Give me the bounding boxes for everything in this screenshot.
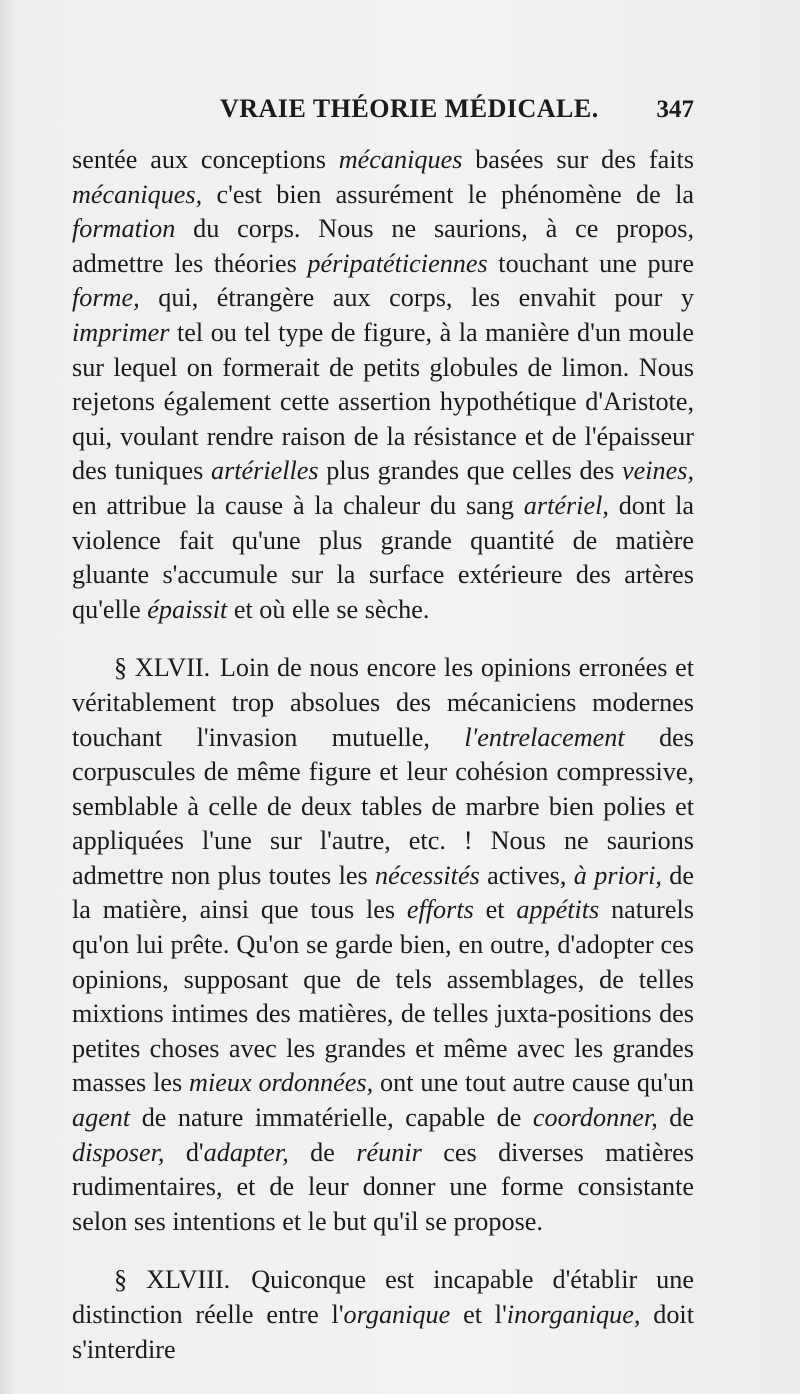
italic-text: adapter, (203, 1137, 289, 1167)
text-run: dont la violence fait qu'une plus grande quantité de matière gluante s'accumule sur la surface extérieure des artères qu'elle (72, 490, 694, 624)
text-run: doit s'interdire (72, 1300, 694, 1364)
text-run: c'est bien assurément le phénomène de la (202, 179, 694, 209)
body-text (72, 143, 694, 1367)
text-run: basées sur des faits (462, 145, 694, 174)
page-header (72, 90, 694, 130)
text-run: et l' (450, 1300, 507, 1329)
paragraph-continued (72, 143, 694, 627)
text-run: plus grandes que celles des (318, 456, 623, 486)
italic-text: épaissit (147, 594, 228, 624)
text-run: d' (164, 1137, 204, 1167)
text-run: tel ou tel type de figure, à la manière d'un moule sur lequel on formerait de petits globules de limon. Nous rejetons également cette assertion hypothétique d'Aristote, qui, voulant rendre raison de la résistance et de l'épaisseur des tuniques (72, 317, 694, 486)
paragraph-section-48 (72, 1263, 694, 1367)
text-run: naturels qu'on lui prête. Qu'on se garde bien, en outre, d'adopter ces opinions, supposant que de tels assemblages, de telles mixtions intimes des matières, de telles juxta-positions des petites choses avec les grandes et même avec les grandes masses les (72, 895, 694, 1098)
text-run: et où elle se sèche. (227, 594, 430, 624)
section-marker: § XLVII. (114, 653, 211, 683)
italic-text: agent (72, 1103, 131, 1133)
italic-text: à priori, (573, 860, 662, 890)
text-run: ces diverses matières rudimentaires, et de leur donner une forme consistante selon ses intentions et le but qu'il se propose. (72, 1137, 694, 1236)
italic-text: disposer, (72, 1137, 165, 1167)
paragraph-section-47 (72, 651, 694, 1239)
italic-text: artérielles (210, 456, 319, 486)
italic-text: artériel, (523, 490, 609, 520)
text-run: Quiconque est incapable d'établir une distinction réelle entre l' (72, 1265, 694, 1329)
text-run: touchant une pure (487, 248, 694, 278)
text-run: Loin de nous encore les opinions erronées et véritablement trop absolues des mécaniciens modernes touchant l'invasion mutuelle, (72, 653, 694, 752)
italic-text: forme, (72, 283, 140, 313)
section-marker: § XLVIII. (114, 1265, 231, 1295)
text-run: du corps. Nous ne saurions, à ce propos, admettre les théories (72, 214, 694, 278)
text-run: actives, (479, 860, 574, 890)
text-run: en attribue la cause à la chaleur du sang (72, 490, 524, 520)
running-title: VRAIE THÉORIE MÉDICALE. (220, 94, 599, 123)
italic-text: mécaniques (338, 145, 463, 174)
text-run: de nature immatérielle, capable de (130, 1103, 533, 1133)
page-number: 347 (656, 96, 694, 123)
italic-text: coordonner, (532, 1103, 658, 1133)
italic-text: efforts (406, 895, 474, 925)
italic-text: l'entrelacement (464, 722, 625, 752)
text-run: de (657, 1103, 695, 1133)
text-run: et (473, 895, 517, 925)
italic-text: mieux ordonnées, (189, 1068, 374, 1098)
text-run: sentée aux conceptions (72, 145, 339, 174)
text-run: ont une tout autre cause qu'un (373, 1068, 695, 1098)
text-run: qui, étrangère aux corps, les envahit pour y (139, 283, 694, 313)
italic-text: nécessités (375, 860, 480, 890)
italic-text: appétits (516, 895, 600, 925)
italic-text: organique (343, 1300, 451, 1329)
italic-text: imprimer (72, 317, 170, 347)
text-run: de la matière, ainsi que tous les (72, 860, 694, 925)
italic-text: inorganique, (506, 1300, 641, 1329)
text-run: de (288, 1137, 357, 1167)
italic-text: mécaniques, (72, 179, 203, 209)
italic-text: formation (72, 214, 176, 244)
italic-text: péripatéticiennes (307, 248, 488, 278)
italic-text: réunir (356, 1137, 422, 1167)
italic-text: veines, (622, 456, 694, 486)
text-run: des corpuscules de même figure et leur cohésion compressive, semblable à celle de deux tables de marbre bien polies et appliquées l'une sur l'autre, etc. ! Nous ne saurions admettre non plus toutes les (72, 722, 694, 890)
